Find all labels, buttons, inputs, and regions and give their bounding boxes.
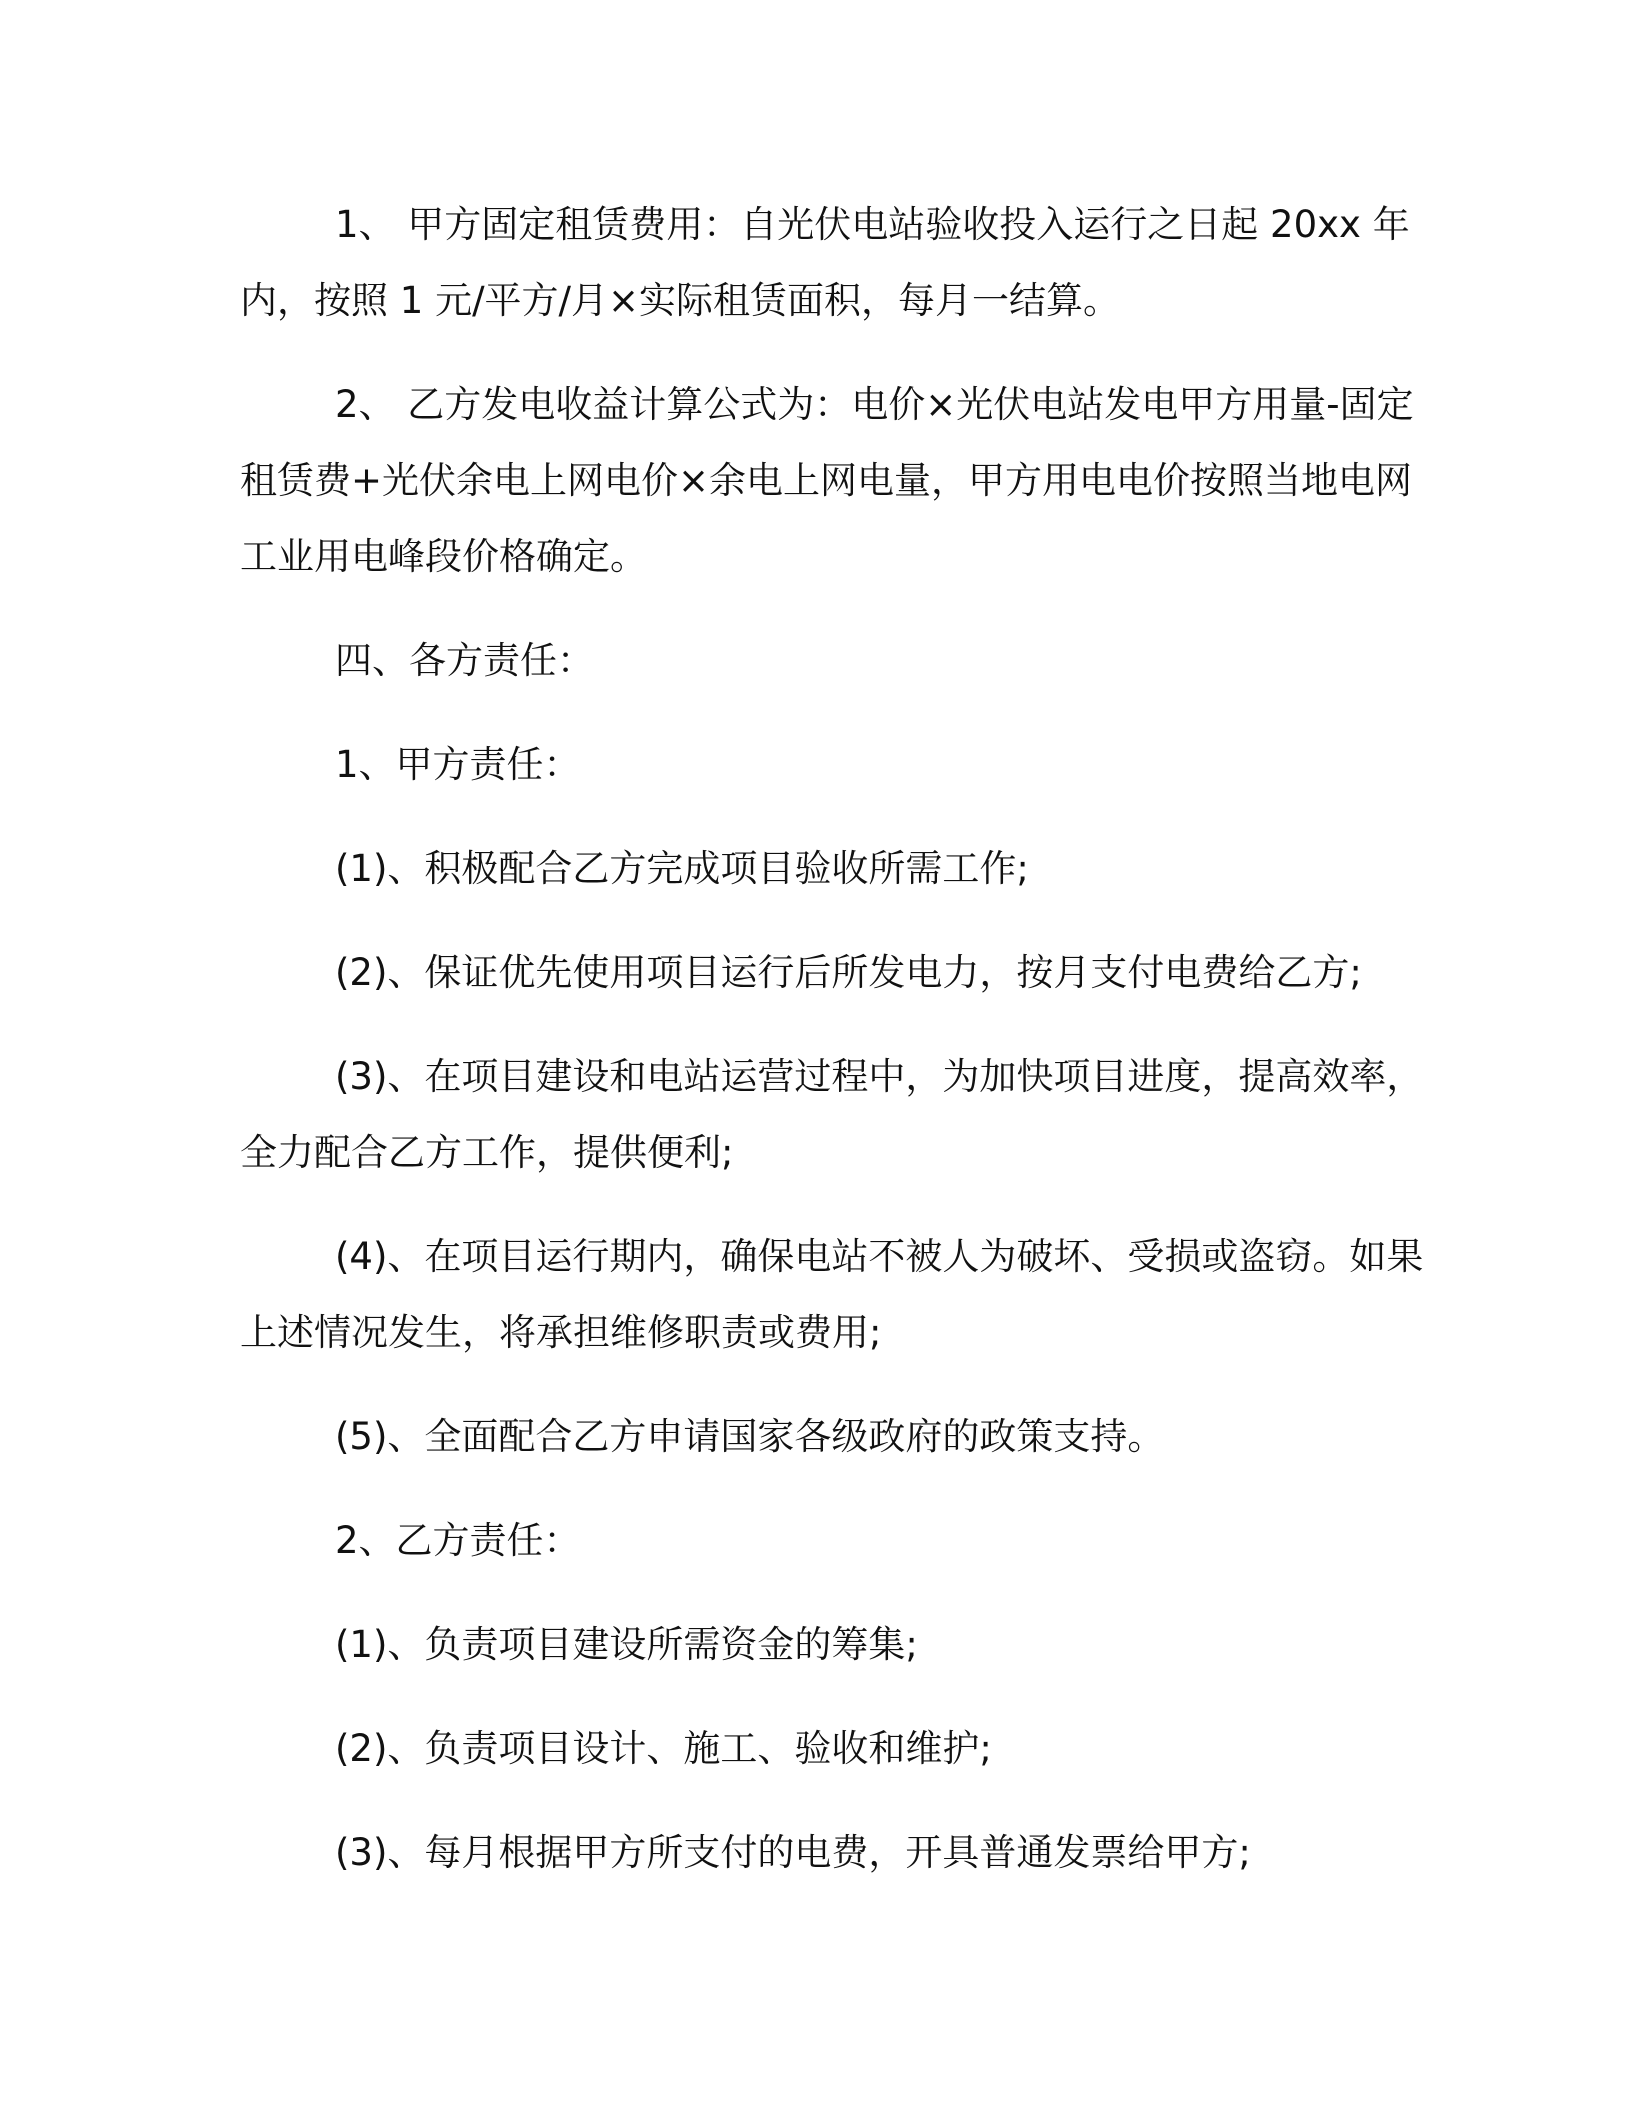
party-b-item-1: (1)、负责项目建设所需资金的筹集;	[335, 1623, 918, 1666]
paragraph-revenue-formula: 2、 乙方发电收益计算公式为：电价×光伏电站发电甲方用量-固定租赁费+光伏余电上网电价×余电上网电量，甲方用电电价按照当地电网工业用电峰段价格确定。	[240, 383, 1414, 578]
party-a-item-5: (5)、全面配合乙方申请国家各级政府的政策支持。	[335, 1415, 1165, 1458]
party-b-item-2: (2)、负责项目设计、施工、验收和维护;	[335, 1727, 992, 1770]
party-a-item-2: (2)、保证优先使用项目运行后所发电力，按月支付电费给乙方;	[335, 951, 1362, 994]
party-a-item-1: (1)、积极配合乙方完成项目验收所需工作;	[335, 847, 1029, 890]
document-body	[240, 187, 1425, 1919]
subheading-party-a: 1、甲方责任：	[335, 743, 581, 786]
party-b-item-3: (3)、每月根据甲方所支付的电费，开具普通发票给甲方;	[335, 1831, 1251, 1874]
subheading-party-b: 2、乙方责任：	[335, 1519, 581, 1562]
section-heading-responsibilities: 四、各方责任：	[335, 639, 594, 682]
party-a-item-4: (4)、在项目运行期内，确保电站不被人为破坏、受损或盗窃。如果上述情况发生，将承担维修职责或费用;	[240, 1235, 1424, 1354]
party-a-item-3: (3)、在项目建设和电站运营过程中，为加快项目进度，提高效率，全力配合乙方工作，提供便利;	[240, 1055, 1424, 1174]
paragraph-fixed-rent: 1、 甲方固定租赁费用：自光伏电站验收投入运行之日起 20xx 年内，按照 1 元/平方/月×实际租赁面积，每月一结算。	[240, 203, 1410, 322]
